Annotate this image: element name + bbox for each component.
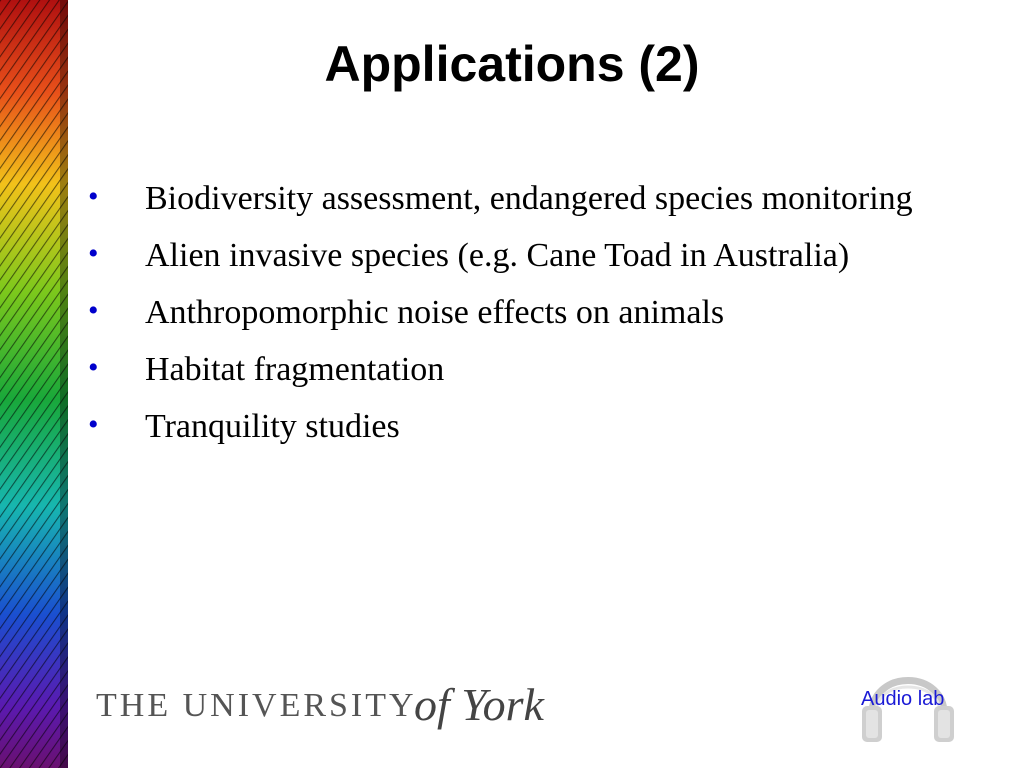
bullet-text: Habitat fragmentation xyxy=(145,351,445,388)
list-item xyxy=(0,290,1024,336)
bullet-icon: • xyxy=(88,351,99,384)
university-logo xyxy=(96,668,566,748)
slide-title: Applications (2) xyxy=(324,36,700,92)
list-item xyxy=(0,233,1024,279)
bullet-list xyxy=(0,176,1024,461)
bullet-text: Biodiversity assessment, endangered species monitoring xyxy=(145,180,913,217)
svg-text:THE UNIVERSITY: THE UNIVERSITY xyxy=(96,687,417,724)
bullet-icon: • xyxy=(88,294,99,327)
bullet-text: Alien invasive species (e.g. Cane Toad in Australia) xyxy=(145,237,850,274)
list-item xyxy=(0,176,1024,222)
bullet-icon: • xyxy=(88,180,99,213)
bullet-icon: • xyxy=(88,237,99,270)
audio-lab-label: Audio lab xyxy=(861,688,945,710)
bullet-text: Anthropomorphic noise effects on animals xyxy=(145,294,725,331)
bullet-icon: • xyxy=(88,408,99,441)
list-item xyxy=(0,404,1024,450)
list-item xyxy=(0,347,1024,393)
svg-text:of York: of York xyxy=(414,679,544,730)
bullet-text: Tranquility studies xyxy=(145,408,400,445)
